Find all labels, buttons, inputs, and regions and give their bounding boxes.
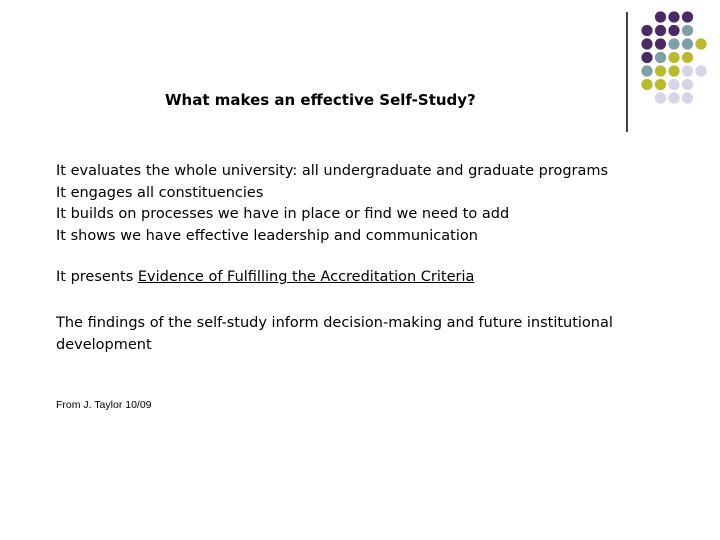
decorative-dot <box>641 25 652 36</box>
decorative-dot <box>668 11 679 22</box>
decorative-dot <box>682 79 693 90</box>
decorative-dot <box>682 25 693 36</box>
decorative-dot <box>641 52 652 63</box>
decorative-dot <box>668 25 679 36</box>
decorative-dot <box>695 38 706 49</box>
decorative-dot <box>655 38 666 49</box>
findings-text: The findings of the self-study inform decision-making and future institutional development <box>56 315 613 353</box>
decorative-dot <box>655 25 666 36</box>
decorative-dot <box>682 11 693 22</box>
decorative-dot <box>655 52 666 63</box>
decorative-dot <box>682 52 693 63</box>
decorative-dot <box>668 65 679 76</box>
bullet-item: It engages all constituencies <box>56 184 264 201</box>
decorative-dot <box>695 65 706 76</box>
decorative-dot <box>668 79 679 90</box>
decorative-dot <box>682 65 693 76</box>
decorative-dot <box>682 38 693 49</box>
slide-title: What makes an effective Self-Study? <box>165 91 476 109</box>
bullet-item: It evaluates the whole university: all undergraduate and graduate programs <box>56 163 609 179</box>
evidence-prefix: It presents <box>56 269 138 285</box>
decorative-dot <box>668 38 679 49</box>
evidence-link[interactable]: Evidence of Fulfilling the Accreditation Criteria <box>137 269 475 285</box>
bullet-item: It shows we have effective leadership and communication <box>56 227 478 244</box>
decorative-dot <box>668 52 679 63</box>
decorative-dot <box>655 11 666 22</box>
decorative-dot <box>655 79 666 90</box>
decorative-dot <box>655 65 666 76</box>
decorative-dot <box>655 92 666 103</box>
decorative-dot <box>641 79 652 90</box>
decorative-dot <box>641 65 652 76</box>
decorative-dot <box>641 38 652 49</box>
source-credit: From J. Taylor 10/09 <box>56 399 152 411</box>
decorative-dot <box>668 92 679 103</box>
bullet-item: It builds on processes we have in place or find we need to add <box>56 206 510 222</box>
decorative-dot <box>682 92 693 103</box>
